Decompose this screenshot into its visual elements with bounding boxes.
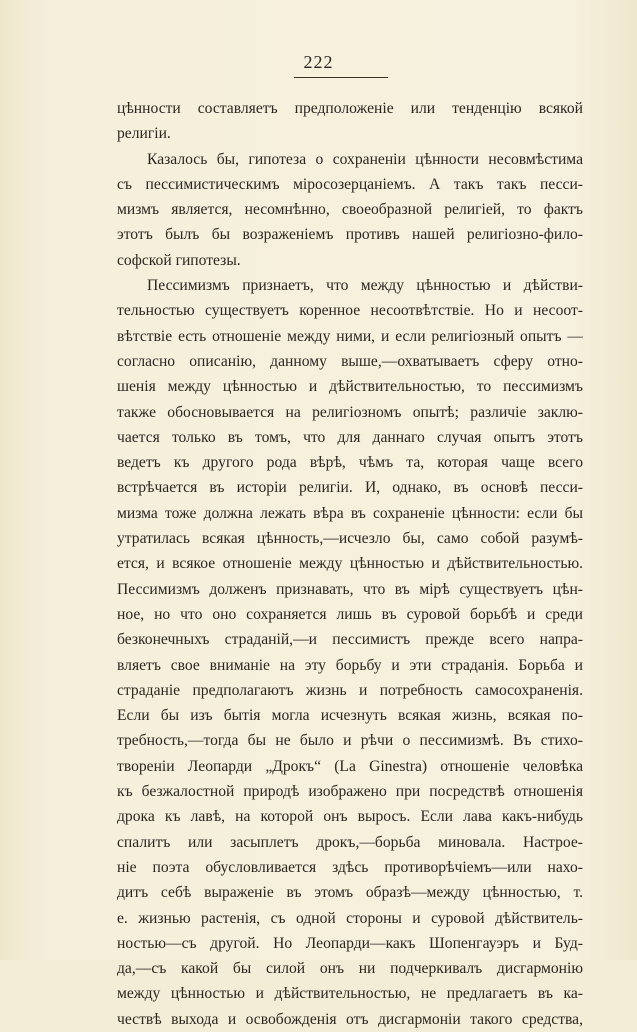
text-line: Пессимизмъ признаетъ, что между цѣнностью и дѣйстви- [147, 277, 583, 295]
text-line: е. жизнью растенія, съ одной стороны и суровой дѣйствитель- [117, 909, 583, 927]
body-text [117, 96, 583, 1032]
text-line: религіи. [117, 125, 171, 143]
text-line: вѣтствіе есть отношеніе между ними, и если религіозный опытъ — [117, 327, 583, 345]
text-line: чествѣ выхода и освобожденія отъ дисгармоніи такого средства, [117, 1010, 583, 1028]
text-line: чается только въ томъ, что для даннаго случая опытъ этотъ [117, 428, 583, 446]
text-line: безконечныхъ страданій,—и пессимистъ прежде всего напра- [117, 631, 583, 649]
text-line: къ безжалостной природѣ изображено при посредствѣ отношенія [117, 783, 583, 801]
text-line: ведетъ къ другого рода вѣрѣ, чѣмъ та, которая чаще всего [117, 454, 583, 472]
page-number-rule [294, 77, 388, 78]
text-line: твореніи Леопарди „Дрокъ“ (La Ginestra) отношеніе человѣка [117, 757, 583, 775]
text-line: спалитъ или засыплетъ дрокъ,—борьба миновала. Настрое- [117, 833, 583, 851]
text-line: также обосновывается на религіозномъ опытѣ; различіе заклю- [117, 403, 583, 421]
text-line: утратилась всякая цѣнность,—исчезло бы, само собой разумѣ- [117, 530, 583, 548]
text-line: ется, и всякое отношеніе между цѣнностью и дѣйствительностью. [117, 555, 583, 573]
text-line: между цѣнностью и дѣйствительностью, не предлагаетъ въ ка- [117, 985, 583, 1003]
text-line: съ пессимистическимъ міросозерцаніемъ. А такъ такъ песси- [117, 175, 583, 193]
text-line: дрока къ лавѣ, на которой онъ выросъ. Если лава какъ-нибудь [117, 808, 583, 826]
text-line: дитъ себѣ выраженіе въ этомъ образѣ—между цѣнностью, т. [117, 884, 583, 902]
text-line: страданіе предполагаютъ жизнь и потребность самосохраненія. [117, 681, 583, 699]
text-line: Пессимизмъ долженъ признавать, что въ мірѣ существуетъ цѣн- [117, 580, 583, 598]
text-line: тельностью существуетъ коренное несоотвѣтствіе. Но и несоот- [117, 302, 583, 320]
text-line: согласно описанію, данному выше,—охватываетъ сферу отно- [117, 352, 583, 370]
page-number: 222 [303, 52, 334, 72]
text-line: этотъ былъ бы возраженіемъ противъ нашей религіозно-фило- [117, 226, 583, 244]
text-line: требность,—тогда бы не было и рѣчи о пессимизмѣ. Въ стихо- [117, 732, 583, 750]
text-line: цѣнности составляетъ предположеніе или тенденцію всякой [117, 100, 583, 117]
text-line: Если бы изъ бытія могла исчезнуть всякая жизнь, всякая по- [117, 707, 583, 725]
text-line: вляетъ свое вниманіе на эту борьбу и эти страданія. Борьба и [117, 656, 583, 674]
text-line: ностью—съ другой. Но Леопарди—какъ Шопенгауэръ и Буд- [117, 934, 583, 952]
text-line: софской гипотезы. [117, 251, 241, 269]
text-line: Казалось бы, гипотеза о сохраненіи цѣнности несовмѣстима [147, 150, 583, 168]
text-line: ное, но что оно сохраняется лишь въ суровой борьбѣ и среди [117, 605, 583, 623]
text-line: мизма тоже должна лежать вѣра въ сохраненіе цѣнности: если бы [117, 504, 583, 522]
text-line: мизмъ является, несомнѣнно, своеобразной религіей, то фактъ [117, 201, 583, 219]
text-line: ніе поэта обусловливается здѣсь противорѣчіемъ—или нахо- [117, 858, 583, 876]
text-line: да,—съ какой бы силой онъ ни подчеркивалъ дисгармонію [117, 960, 583, 978]
text-line: встрѣчается въ исторіи религіи. И, однако, въ основѣ песси- [117, 479, 583, 497]
text-line: шенія между цѣнностью и дѣйствительностью, то пессимизмъ [117, 378, 583, 396]
